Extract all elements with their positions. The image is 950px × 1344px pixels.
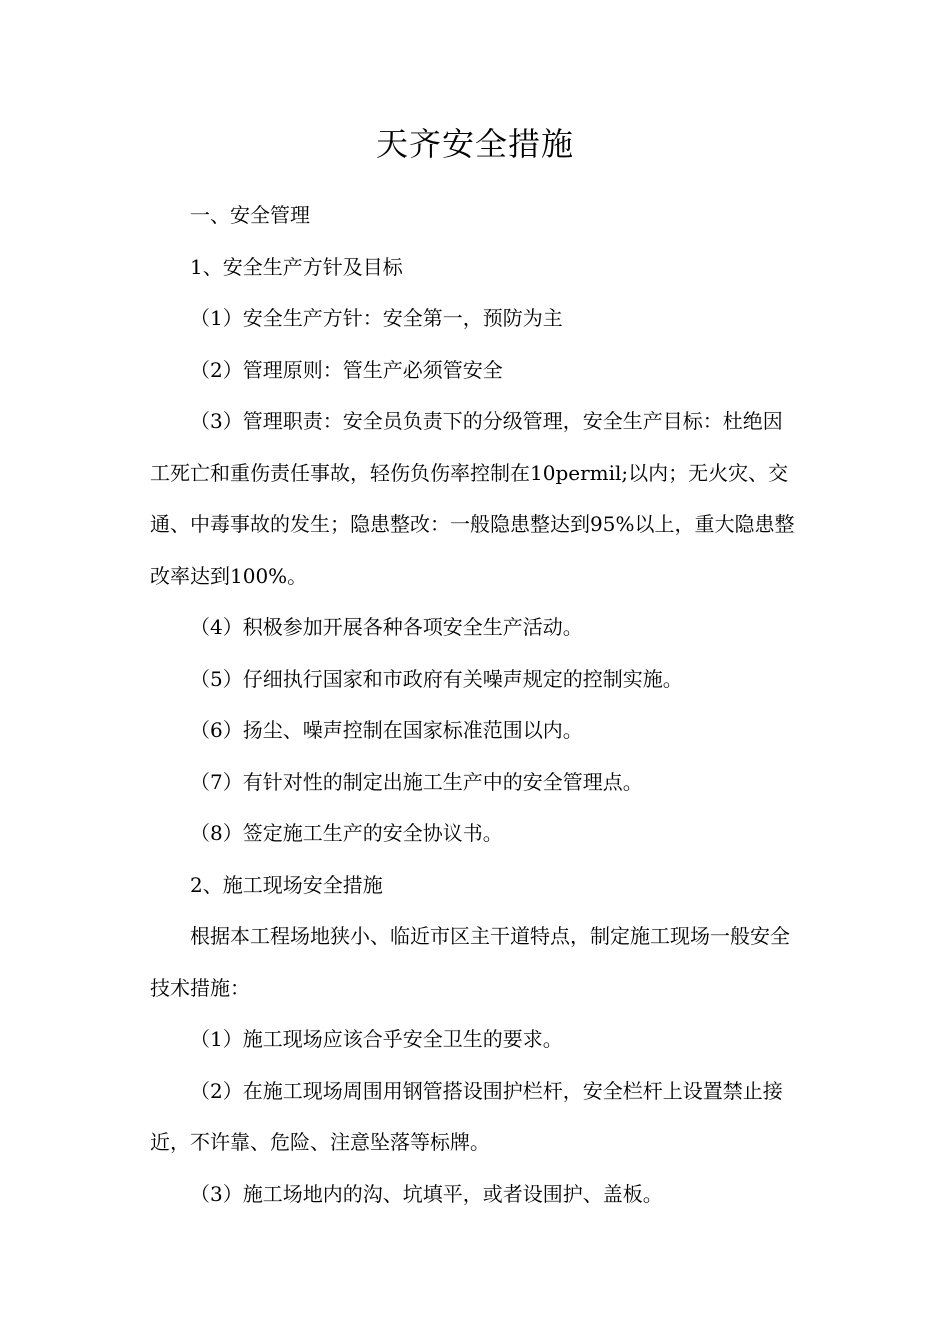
paragraph-noise-regulations: （5）仔细执行国家和市政府有关噪声规定的控制实施。 bbox=[190, 666, 683, 691]
paragraph-responsibilities: （3）管理职责：安全员负责下的分级管理，安全生产目标：杜绝因工死亡和重伤责任事故，轻伤负伤率控制在10permil;以内；无火灾、交通、中毒事故的发生；隐患整改：一般隐患整达到95%以上，重大隐患整改率达到100%。 bbox=[150, 409, 795, 588]
subsection-heading-site-measures: 2、施工现场安全措施 bbox=[190, 872, 383, 897]
paragraph-agreement: （8）签定施工生产的安全协议书。 bbox=[190, 821, 503, 845]
document-body bbox=[150, 190, 800, 1220]
paragraph-dust-noise: （6）扬尘、噪声控制在国家标准范围以内。 bbox=[190, 718, 583, 742]
paragraph-site-hygiene: （1）施工现场应该合乎安全卫生的要求。 bbox=[190, 1027, 563, 1051]
section-heading-safety-management: 一、安全管理 bbox=[190, 203, 310, 227]
paragraph-control-points: （7）有针对性的制定出施工生产中的安全管理点。 bbox=[190, 769, 643, 794]
paragraph-principle: （2）管理原则：管生产必须管安全 bbox=[190, 357, 503, 382]
paragraph-pits: （3）施工场地内的沟、坑填平，或者设围护、盖板。 bbox=[190, 1181, 663, 1206]
paragraph-railings: （2）在施工现场周围用钢管搭设围护栏杆，安全栏杆上设置禁止接近，不许靠、危险、注意坠落等标牌。 bbox=[150, 1078, 783, 1154]
paragraph-activities: （4）积极参加开展各种各项安全生产活动。 bbox=[190, 615, 583, 639]
paragraph-policy: （1）安全生产方针：安全第一，预防为主 bbox=[190, 306, 563, 330]
subsection-heading-policy-goals: 1、安全生产方针及目标 bbox=[190, 254, 403, 279]
document-title: 天齐安全措施 bbox=[375, 125, 574, 163]
paragraph-site-intro: 根据本工程场地狭小、临近市区主干道特点，制定施工现场一般安全技术措施： bbox=[150, 924, 790, 1000]
